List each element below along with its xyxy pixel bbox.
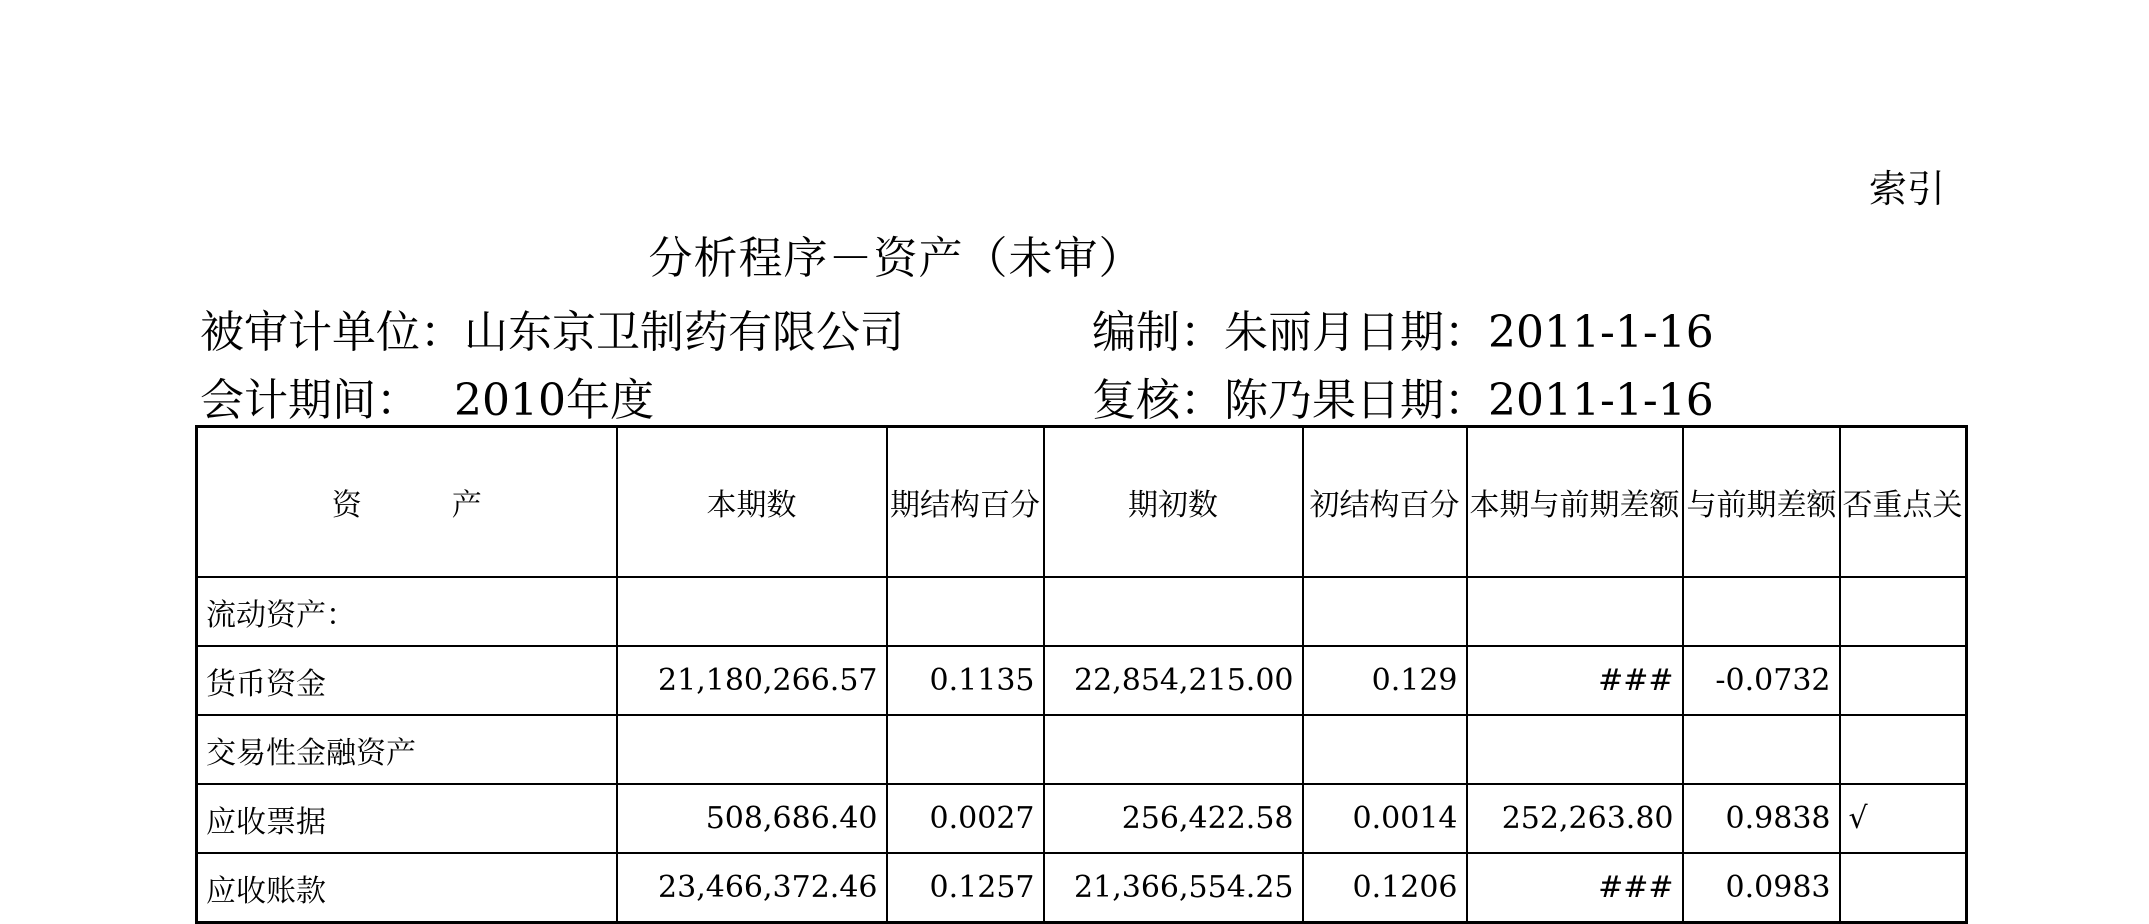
cell-diff — [1467, 715, 1683, 784]
column-header-opening-pct: 初结构百分 — [1303, 427, 1467, 578]
cell-current-pct: 0.0027 — [887, 784, 1044, 853]
prepared-label: 编制： — [1092, 307, 1224, 358]
cell-current: 21,180,266.57 — [617, 646, 887, 715]
cell-current: 23,466,372.46 — [617, 853, 887, 923]
asset-analysis-table — [195, 425, 1968, 924]
column-header-asset: 资 产 — [197, 427, 617, 578]
cell-diff-pct: 0.9838 — [1683, 784, 1840, 853]
cell-opening: 256,422.58 — [1044, 784, 1303, 853]
column-header-current-pct: 期结构百分 — [887, 427, 1044, 578]
table-row — [197, 715, 1967, 784]
table-row — [197, 853, 1967, 923]
cell-opening-pct: 0.1206 — [1303, 853, 1467, 923]
cell-opening — [1044, 715, 1303, 784]
cell-focus — [1840, 577, 1967, 646]
cell-focus — [1840, 853, 1967, 923]
cell-opening-pct — [1303, 715, 1467, 784]
audited-unit-label: 被审计单位： — [200, 307, 464, 358]
column-header-diff: 本期与前期差额 — [1467, 427, 1683, 578]
cell-focus — [1840, 715, 1967, 784]
table-header-row — [197, 427, 1967, 578]
cell-diff-pct — [1683, 715, 1840, 784]
cell-current — [617, 715, 887, 784]
reviewer-name: 陈乃果 — [1224, 375, 1356, 426]
cell-current — [617, 577, 887, 646]
cell-diff-pct: 0.0983 — [1683, 853, 1840, 923]
prepared-row — [1092, 296, 1714, 360]
cell-current-pct — [887, 715, 1044, 784]
table-row — [197, 646, 1967, 715]
cell-item: 流动资产： — [197, 577, 617, 646]
column-header-diff-pct: 与前期差额 — [1683, 427, 1840, 578]
period-row — [200, 364, 654, 428]
reviewed-date: 2011-1-16 — [1488, 375, 1714, 426]
cell-current-pct: 0.1135 — [887, 646, 1044, 715]
period-value: 2010年度 — [454, 375, 654, 426]
cell-diff: 252,263.80 — [1467, 784, 1683, 853]
page-title: 分析程序－资产（未审） — [648, 233, 1144, 284]
cell-opening — [1044, 577, 1303, 646]
cell-current-pct: 0.1257 — [887, 853, 1044, 923]
reviewed-row — [1092, 364, 1714, 428]
prepared-date-label: 日期： — [1356, 307, 1488, 358]
preparer-name: 朱丽月 — [1224, 307, 1356, 358]
cell-opening: 21,366,554.25 — [1044, 853, 1303, 923]
audited-unit-row — [200, 296, 904, 360]
cell-item: 应收票据 — [197, 784, 617, 853]
period-label: 会计期间： — [200, 375, 420, 426]
cell-opening: 22,854,215.00 — [1044, 646, 1303, 715]
audited-unit-value: 山东京卫制药有限公司 — [464, 307, 904, 358]
cell-opening-pct: 0.0014 — [1303, 784, 1467, 853]
cell-item: 交易性金融资产 — [197, 715, 617, 784]
cell-diff: ### — [1467, 646, 1683, 715]
cell-current-pct — [887, 577, 1044, 646]
cell-diff-pct — [1683, 577, 1840, 646]
cell-diff-pct: -0.0732 — [1683, 646, 1840, 715]
cell-current: 508,686.40 — [617, 784, 887, 853]
cell-item: 货币资金 — [197, 646, 617, 715]
column-header-opening: 期初数 — [1044, 427, 1303, 578]
cell-diff — [1467, 577, 1683, 646]
index-label: 索引 — [1868, 167, 1945, 211]
table-row — [197, 784, 1967, 853]
cell-opening-pct: 0.129 — [1303, 646, 1467, 715]
cell-item: 应收账款 — [197, 853, 617, 923]
reviewed-date-label: 日期： — [1356, 375, 1488, 426]
column-header-focus: 否重点关 — [1840, 427, 1967, 578]
cell-opening-pct — [1303, 577, 1467, 646]
table-row — [197, 577, 1967, 646]
reviewed-label: 复核： — [1092, 375, 1224, 426]
prepared-date: 2011-1-16 — [1488, 307, 1714, 358]
cell-diff: ### — [1467, 853, 1683, 923]
check-mark: √ — [1840, 784, 1967, 853]
cell-focus — [1840, 646, 1967, 715]
column-header-current: 本期数 — [617, 427, 887, 578]
